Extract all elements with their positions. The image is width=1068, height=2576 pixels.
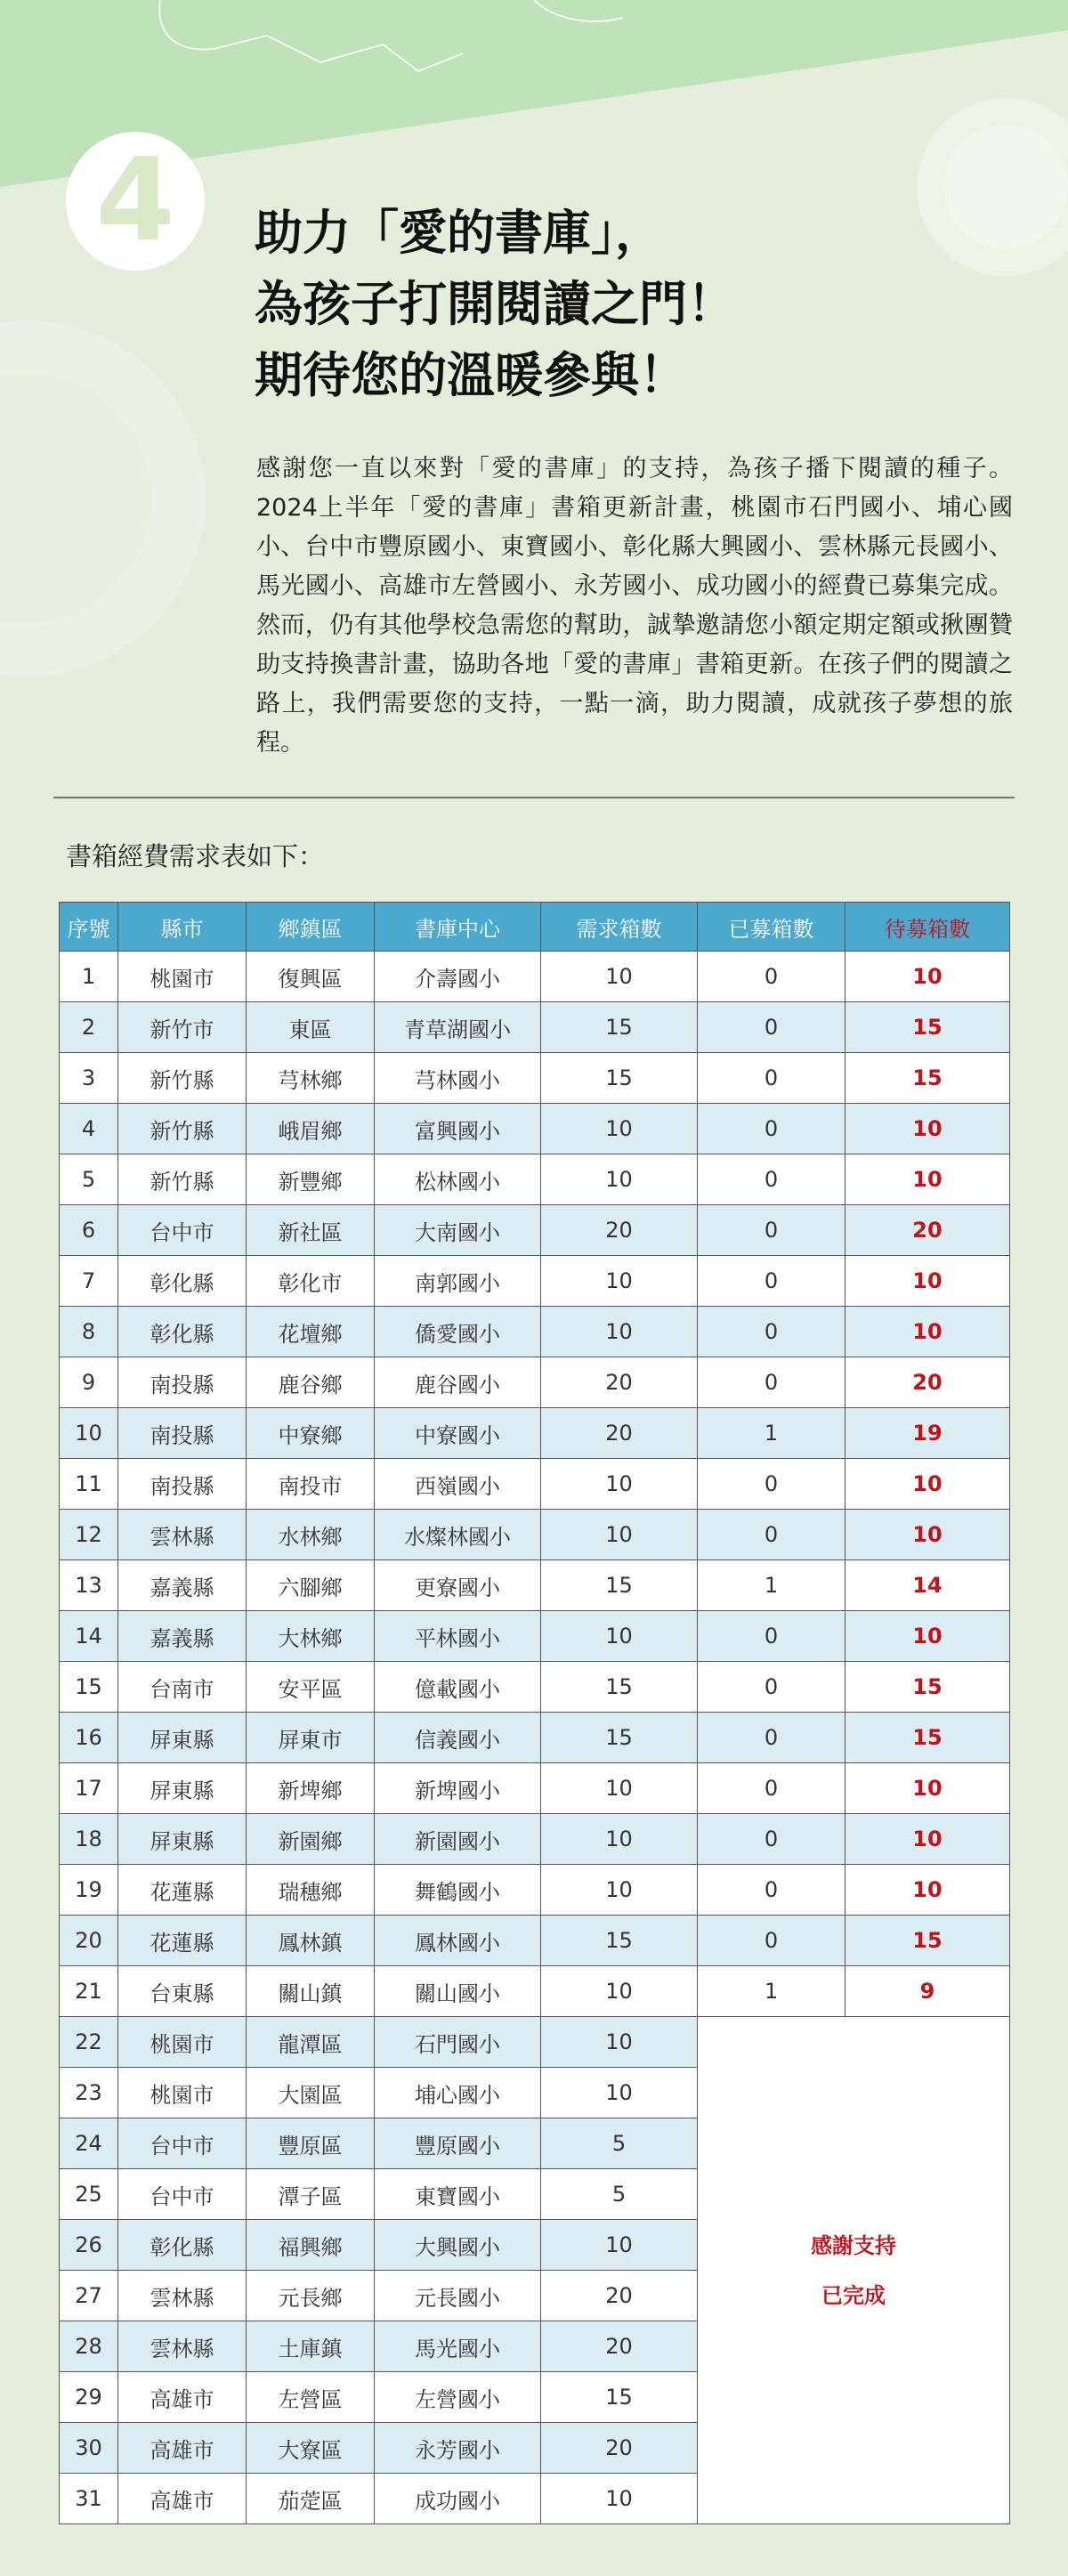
row-index: 21 [60,1966,118,2017]
row-raised: 0 [698,1357,846,1408]
row-index: 6 [60,1205,118,1256]
row-county: 花蓮縣 [118,1865,247,1916]
row-index: 28 [60,2321,118,2372]
row-county: 彰化縣 [118,1256,247,1307]
row-needed: 20 [541,2321,698,2372]
table-row [60,1814,1010,1865]
table-row [60,952,1010,1002]
row-remaining: 14 [846,1560,1010,1611]
row-remaining: 10 [846,1865,1010,1916]
row-library: 豐原國小 [375,2118,541,2169]
row-needed: 15 [541,1002,698,1053]
row-county: 高雄市 [118,2372,247,2423]
row-raised: 0 [698,1053,846,1104]
header-needed: 需求箱數 [541,903,698,952]
row-township: 安平區 [247,1662,375,1713]
row-index: 2 [60,1002,118,1053]
row-library: 鹿谷國小 [375,1357,541,1408]
row-library: 僑愛國小 [375,1307,541,1357]
row-township: 六腳鄉 [247,1560,375,1611]
completed-note-line: 已完成 [821,2282,886,2308]
row-remaining: 20 [846,1357,1010,1408]
row-index: 15 [60,1662,118,1713]
table-caption: 書箱經費需求表如下： [66,841,325,871]
row-needed: 10 [541,1104,698,1154]
row-remaining: 10 [846,1459,1010,1510]
row-township: 峨眉鄉 [247,1104,375,1154]
row-remaining: 10 [846,1510,1010,1560]
row-raised: 0 [698,1104,846,1154]
row-needed: 10 [541,2068,698,2118]
row-remaining: 15 [846,1713,1010,1763]
row-library: 埔心國小 [375,2068,541,2118]
row-township: 復興區 [247,952,375,1002]
table-row [60,1966,1010,2017]
row-township: 龍潭區 [247,2017,375,2068]
row-needed: 15 [541,1662,698,1713]
row-needed: 15 [541,1916,698,1966]
header-remaining: 待募箱數 [846,903,1010,952]
row-township: 鹿谷鄉 [247,1357,375,1408]
row-needed: 10 [541,1256,698,1307]
row-remaining: 20 [846,1205,1010,1256]
row-raised: 1 [698,1966,846,2017]
table-row-completed [60,2017,1010,2068]
row-needed: 10 [541,1611,698,1662]
row-township: 大林鄉 [247,1611,375,1662]
row-library: 成功國小 [375,2474,541,2524]
row-library: 鳳林國小 [375,1916,541,1966]
row-needed: 5 [541,2118,698,2169]
row-raised: 0 [698,1307,846,1357]
row-raised: 0 [698,1002,846,1053]
completed-note-line: 感謝支持 [811,2232,896,2258]
row-library: 富興國小 [375,1104,541,1154]
table-row [60,1256,1010,1307]
completed-note-cell [698,2017,1010,2524]
row-library: 水燦林國小 [375,1510,541,1560]
row-raised: 0 [698,1611,846,1662]
row-township: 屏東市 [247,1713,375,1763]
row-index: 25 [60,2169,118,2220]
table-row [60,1205,1010,1256]
row-remaining: 10 [846,1611,1010,1662]
row-library: 石門國小 [375,2017,541,2068]
row-county: 雲林縣 [118,2321,247,2372]
row-library: 東寶國小 [375,2169,541,2220]
row-remaining: 10 [846,1763,1010,1814]
row-needed: 15 [541,1713,698,1763]
row-index: 5 [60,1154,118,1205]
row-needed: 10 [541,1763,698,1814]
row-index: 22 [60,2017,118,2068]
header-county: 縣市 [118,903,247,952]
row-county: 桃園市 [118,952,247,1002]
row-library: 芎林國小 [375,1053,541,1104]
headline [255,198,1020,411]
row-raised: 0 [698,1205,846,1256]
row-index: 11 [60,1459,118,1510]
headline-line-1: 助力「愛的書庫」， [255,205,663,261]
section-divider [53,797,1015,798]
row-needed: 10 [541,1814,698,1865]
row-remaining: 15 [846,1916,1010,1966]
row-county: 台中市 [118,2118,247,2169]
headline-line-3: 期待您的溫暖參與！ [255,347,687,403]
row-county: 桃園市 [118,2017,247,2068]
row-county: 桃園市 [118,2068,247,2118]
row-remaining: 15 [846,1662,1010,1713]
row-remaining: 10 [846,952,1010,1002]
row-library: 信義國小 [375,1713,541,1763]
row-library: 平林國小 [375,1611,541,1662]
row-needed: 10 [541,1459,698,1510]
row-needed: 20 [541,2423,698,2474]
table-row [60,1408,1010,1459]
row-township: 元長鄉 [247,2271,375,2321]
row-county: 新竹縣 [118,1053,247,1104]
row-index: 16 [60,1713,118,1763]
row-needed: 15 [541,2372,698,2423]
headline-line-2: 為孩子打開閱讀之門！ [255,276,735,332]
row-index: 24 [60,2118,118,2169]
table-row [60,1713,1010,1763]
row-raised: 1 [698,1408,846,1459]
row-needed: 15 [541,1053,698,1104]
row-library: 大興國小 [375,2220,541,2271]
row-county: 屏東縣 [118,1713,247,1763]
row-library: 億載國小 [375,1662,541,1713]
row-county: 新竹市 [118,1002,247,1053]
intro-paragraph: 感謝您一直以來對「愛的書庫」的支持，為孩子播下閱讀的種子。2024上半年「愛的書庫」書箱更新計畫，桃園市石門國小、埔心國小、台中市豐原國小、東寶國小、彰化縣大興國小、雲林縣元長國小、馬光國小、高雄市左營國小、永芳國小、成功國小的經費已募集完成。然而，仍有其他學校急需您的幫助，誠摯邀請您小額定期定額或揪團贊助支持換書計畫，協助各地「愛的書庫」書箱更新。在孩子們的閱讀之路上，我們需要您的支持，一點一滴，助力閱讀，成就孩子夢想的旅程。 [256,455,1013,757]
table-row [60,1459,1010,1510]
row-index: 27 [60,2271,118,2321]
row-raised: 0 [698,1256,846,1307]
row-needed: 5 [541,2169,698,2220]
row-index: 23 [60,2068,118,2118]
row-index: 13 [60,1560,118,1611]
row-index: 3 [60,1053,118,1104]
row-township: 南投市 [247,1459,375,1510]
row-needed: 20 [541,2271,698,2321]
row-county: 雲林縣 [118,2271,247,2321]
row-raised: 0 [698,1916,846,1966]
row-county: 彰化縣 [118,1307,247,1357]
row-county: 台中市 [118,1205,247,1256]
row-remaining: 19 [846,1408,1010,1459]
row-township: 中寮鄉 [247,1408,375,1459]
row-library: 松林國小 [375,1154,541,1205]
row-needed: 10 [541,952,698,1002]
row-library: 南郭國小 [375,1256,541,1307]
row-needed: 10 [541,1307,698,1357]
row-raised: 0 [698,952,846,1002]
row-township: 新社區 [247,1205,375,1256]
row-county: 台東縣 [118,1966,247,2017]
row-library: 馬光國小 [375,2321,541,2372]
row-index: 20 [60,1916,118,1966]
row-township: 鳳林鎮 [247,1916,375,1966]
table-row [60,1154,1010,1205]
row-library: 大南國小 [375,1205,541,1256]
row-township: 左營區 [247,2372,375,2423]
row-remaining: 15 [846,1002,1010,1053]
row-remaining: 10 [846,1814,1010,1865]
row-raised: 0 [698,1814,846,1865]
row-raised: 0 [698,1713,846,1763]
table-row [60,1560,1010,1611]
row-library: 元長國小 [375,2271,541,2321]
header-library: 書庫中心 [375,903,541,952]
row-index: 19 [60,1865,118,1916]
row-needed: 20 [541,1408,698,1459]
row-county: 嘉義縣 [118,1560,247,1611]
row-township: 瑞穗鄉 [247,1865,375,1916]
row-raised: 0 [698,1510,846,1560]
row-needed: 10 [541,1154,698,1205]
row-index: 12 [60,1510,118,1560]
table-row [60,1510,1010,1560]
row-index: 17 [60,1763,118,1814]
row-county: 高雄市 [118,2423,247,2474]
row-library: 青草湖國小 [375,1002,541,1053]
row-needed: 10 [541,1966,698,2017]
row-raised: 0 [698,1662,846,1713]
row-raised: 0 [698,1154,846,1205]
row-remaining: 10 [846,1256,1010,1307]
header-township: 鄉鎮區 [247,903,375,952]
table-row [60,1865,1010,1916]
row-county: 南投縣 [118,1408,247,1459]
row-township: 東區 [247,1002,375,1053]
row-index: 26 [60,2220,118,2271]
table-row [60,1357,1010,1408]
row-index: 8 [60,1307,118,1357]
row-county: 高雄市 [118,2474,247,2524]
table-row [60,1053,1010,1104]
row-township: 大寮區 [247,2423,375,2474]
row-county: 屏東縣 [118,1814,247,1865]
row-index: 31 [60,2474,118,2524]
row-township: 新園鄉 [247,1814,375,1865]
row-county: 台中市 [118,2169,247,2220]
header-index: 序號 [60,903,118,952]
row-index: 14 [60,1611,118,1662]
row-needed: 20 [541,1205,698,1256]
row-county: 南投縣 [118,1459,247,1510]
row-county: 台南市 [118,1662,247,1713]
table-row [60,1916,1010,1966]
row-library: 中寮國小 [375,1408,541,1459]
row-needed: 10 [541,2017,698,2068]
row-county: 彰化縣 [118,2220,247,2271]
row-library: 更寮國小 [375,1560,541,1611]
table-row [60,1763,1010,1814]
row-index: 7 [60,1256,118,1307]
row-remaining: 10 [846,1307,1010,1357]
row-raised: 0 [698,1459,846,1510]
row-township: 大園區 [247,2068,375,2118]
row-needed: 10 [541,1510,698,1560]
row-township: 茄萣區 [247,2474,375,2524]
row-index: 29 [60,2372,118,2423]
row-library: 舞鶴國小 [375,1865,541,1916]
row-county: 新竹縣 [118,1154,247,1205]
row-index: 1 [60,952,118,1002]
row-remaining: 10 [846,1154,1010,1205]
row-index: 9 [60,1357,118,1408]
row-library: 永芳國小 [375,2423,541,2474]
row-remaining: 10 [846,1104,1010,1154]
row-raised: 0 [698,1763,846,1814]
row-library: 左營國小 [375,2372,541,2423]
row-township: 土庫鎮 [247,2321,375,2372]
row-county: 新竹縣 [118,1104,247,1154]
row-raised: 1 [698,1560,846,1611]
row-township: 福興鄉 [247,2220,375,2271]
book-box-needs-table [59,902,1010,2524]
row-needed: 20 [541,1357,698,1408]
row-needed: 10 [541,1865,698,1916]
row-library: 關山國小 [375,1966,541,2017]
row-township: 豐原區 [247,2118,375,2169]
row-library: 新埤國小 [375,1763,541,1814]
row-county: 南投縣 [118,1357,247,1408]
row-index: 18 [60,1814,118,1865]
row-remaining: 15 [846,1053,1010,1104]
header-raised: 已募箱數 [698,903,846,952]
row-township: 潭子區 [247,2169,375,2220]
section-number: 4 [95,134,175,267]
row-library: 新園國小 [375,1814,541,1865]
row-township: 關山鎮 [247,1966,375,2017]
table-row [60,1611,1010,1662]
table-body [60,952,1010,2524]
row-library: 西嶺國小 [375,1459,541,1510]
row-needed: 10 [541,2220,698,2271]
row-township: 水林鄉 [247,1510,375,1560]
row-township: 花壇鄉 [247,1307,375,1357]
row-county: 雲林縣 [118,1510,247,1560]
row-township: 芎林鄉 [247,1053,375,1104]
table-header-row [60,903,1010,952]
table-row [60,1002,1010,1053]
row-needed: 15 [541,1560,698,1611]
table-row [60,1104,1010,1154]
row-library: 介壽國小 [375,952,541,1002]
section-number-badge [66,132,205,271]
row-remaining: 9 [846,1966,1010,2017]
row-raised: 0 [698,1865,846,1916]
row-township: 新豐鄉 [247,1154,375,1205]
row-needed: 10 [541,2474,698,2524]
row-county: 屏東縣 [118,1763,247,1814]
row-township: 彰化市 [247,1256,375,1307]
table-row [60,1307,1010,1357]
row-index: 30 [60,2423,118,2474]
row-township: 新埤鄉 [247,1763,375,1814]
table-row [60,1662,1010,1713]
row-county: 花蓮縣 [118,1916,247,1966]
row-county: 嘉義縣 [118,1611,247,1662]
row-index: 4 [60,1104,118,1154]
row-index: 10 [60,1408,118,1459]
